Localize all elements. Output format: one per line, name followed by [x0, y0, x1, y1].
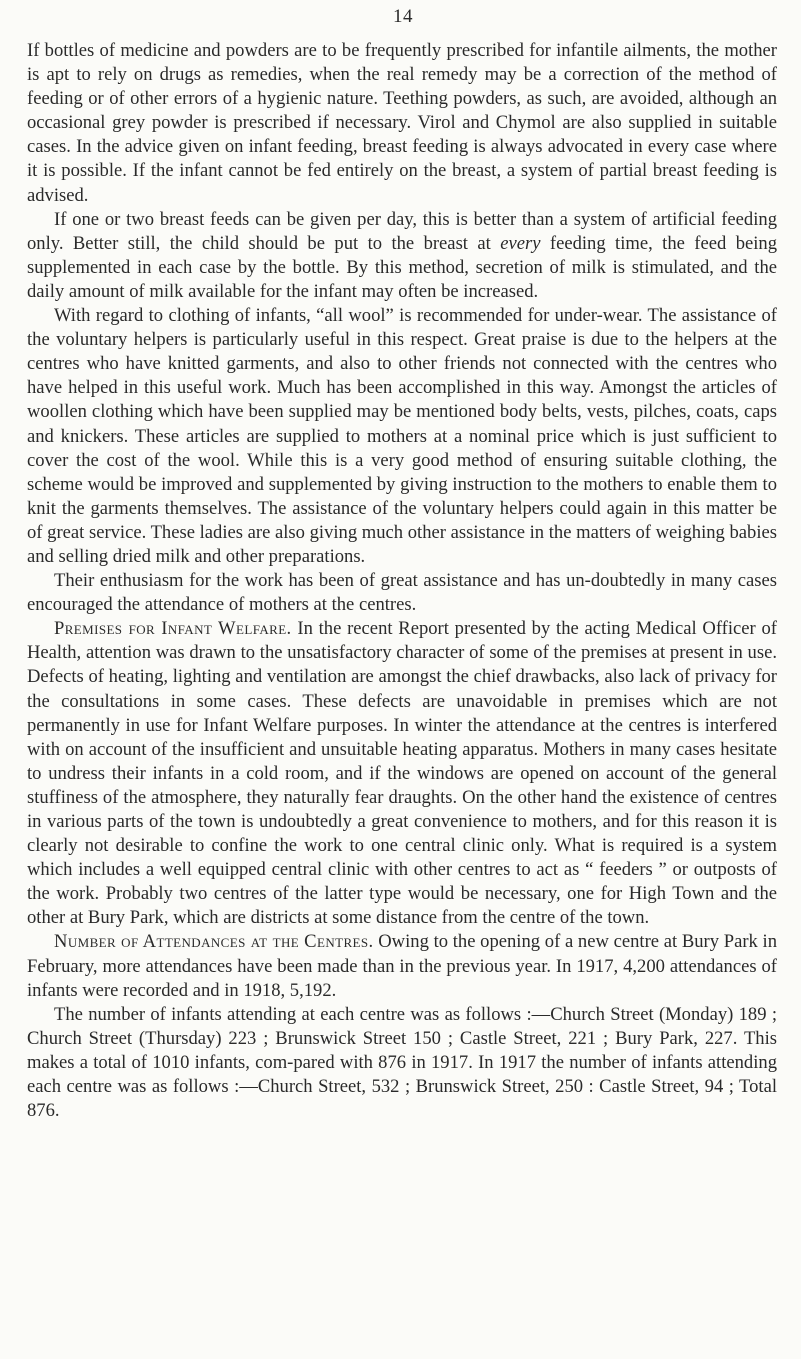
paragraph-premises-text: In the recent Report presented by the acting Medical Officer of Health, attention was drawn to the unsatisfactory character of some of the premises at present in use. Defects of heating, lighting and ventilation are amongst the chief drawbacks, also lack of privacy for the consultations in some cases. These defects are unavoidable in premises which are not permanently in use for Infant Welfare purposes. In winter the attendance at the centres is interfered with on account of the insufficient and unsuitable heating apparatus. Mothers in many cases hesitate to undress their infants in a cold room, and if the windows are opened on account of the general stuffiness of the atmosphere, they naturally fear draughts. On the other hand the existence of centres in various parts of the town is undoubtedly a great convenience to mothers, and for this reason it is clearly not desirable to confine the work to one central clinic only. What is required is a system which includes a well equipped central clinic with other centres to act as “ feeders ” or outposts of the work. Probably two centres of the latter type would be necessary, one for High Town and the other at Bury Park, which are districts at some distance from the centre of the town.: [27, 618, 777, 929]
paragraph-attendances: [27, 930, 777, 1002]
page-number: 14: [393, 6, 413, 27]
paragraph-premises: [27, 617, 777, 930]
paragraph-attendances-text: Owing to the opening of a new centre at Bury Park in February, more attendances have been made than in the previous year. In 1917, 4,200 attendances of infants were recorded and in 1918, 5,192.: [27, 931, 777, 1001]
document-page: [27, 6, 777, 1123]
emphasis-every: every: [500, 232, 541, 254]
section-heading-premises: Premises for Infant Welfare.: [54, 618, 292, 640]
paragraph-medicine: If bottles of medicine and powders are to be frequently prescribed for infantile ailments, the mother is apt to rely on drugs as remedies, when the real remedy may be a correction of the method of feeding or of other errors of a hygienic nature. Teething powders, as such, are avoided, although an occasional grey powder is prescribed if necessary. Virol and Chymol are also supplied in suitable cases. In the advice given on infant feeding, breast feeding is always advocated in every case where it is possible. If the infant cannot be fed entirely on the breast, a system of partial breast feeding is advised.: [27, 40, 777, 206]
paragraph-infant-numbers: The number of infants attending at each centre was as follows :—Church Street (Monday) 189 ; Church Street (Thursday) 223 ; Brunswick Street 150 ; Castle Street, 221 ; Bury Park, 227. This makes a total of 1010 infants, com-pared with 876 in 1917. In 1917 the number of infants attending each centre was as follows :—Church Street, 532 ; Brunswick Street, 250 : Castle Street, 94 ; Total 876.: [27, 1003, 777, 1122]
paragraph-breast-feeding-text-b: feeding time, the feed being supplemented in each case by the bottle. By this method, secretion of milk is stimulated, and the daily amount of milk available for the infant may often be increased.: [27, 232, 777, 302]
section-heading-attendances: Number of Attendances at the Centres.: [54, 931, 374, 953]
paragraph-breast-feeding-text-a: If one or two breast feeds can be given per day, this is better than a system of artificial feeding only. Better still, the child should be put to the breast at: [27, 208, 777, 254]
paragraph-breast-feeding: [27, 208, 777, 304]
paragraph-clothing: With regard to clothing of infants, “all wool” is recommended for under-wear. The assistance of the voluntary helpers is particularly useful in this respect. Great praise is due to the helpers at the centres who have knitted garments, and also to other friends not connected with the centres who have helped in this useful work. Much has been accomplished in this way. Amongst the articles of woollen clothing which have been supplied may be mentioned body belts, vests, pilches, coats, caps and knickers. These articles are supplied to mothers at a nominal price which is just sufficient to cover the cost of the wool. While this is a very good method of ensuring suitable clothing, the scheme would be improved and supplemented by giving instruction to the mothers to enable them to knit the garments themselves. The assistance of the voluntary helpers could again in this matter be of great service. These ladies are also giving much other assistance in the matters of weighing babies and selling dried milk and other preparations.: [27, 305, 777, 567]
paragraph-enthusiasm: Their enthusiasm for the work has been of great assistance and has un-doubtedly in many cases encouraged the attendance of mothers at the centres.: [27, 570, 777, 616]
